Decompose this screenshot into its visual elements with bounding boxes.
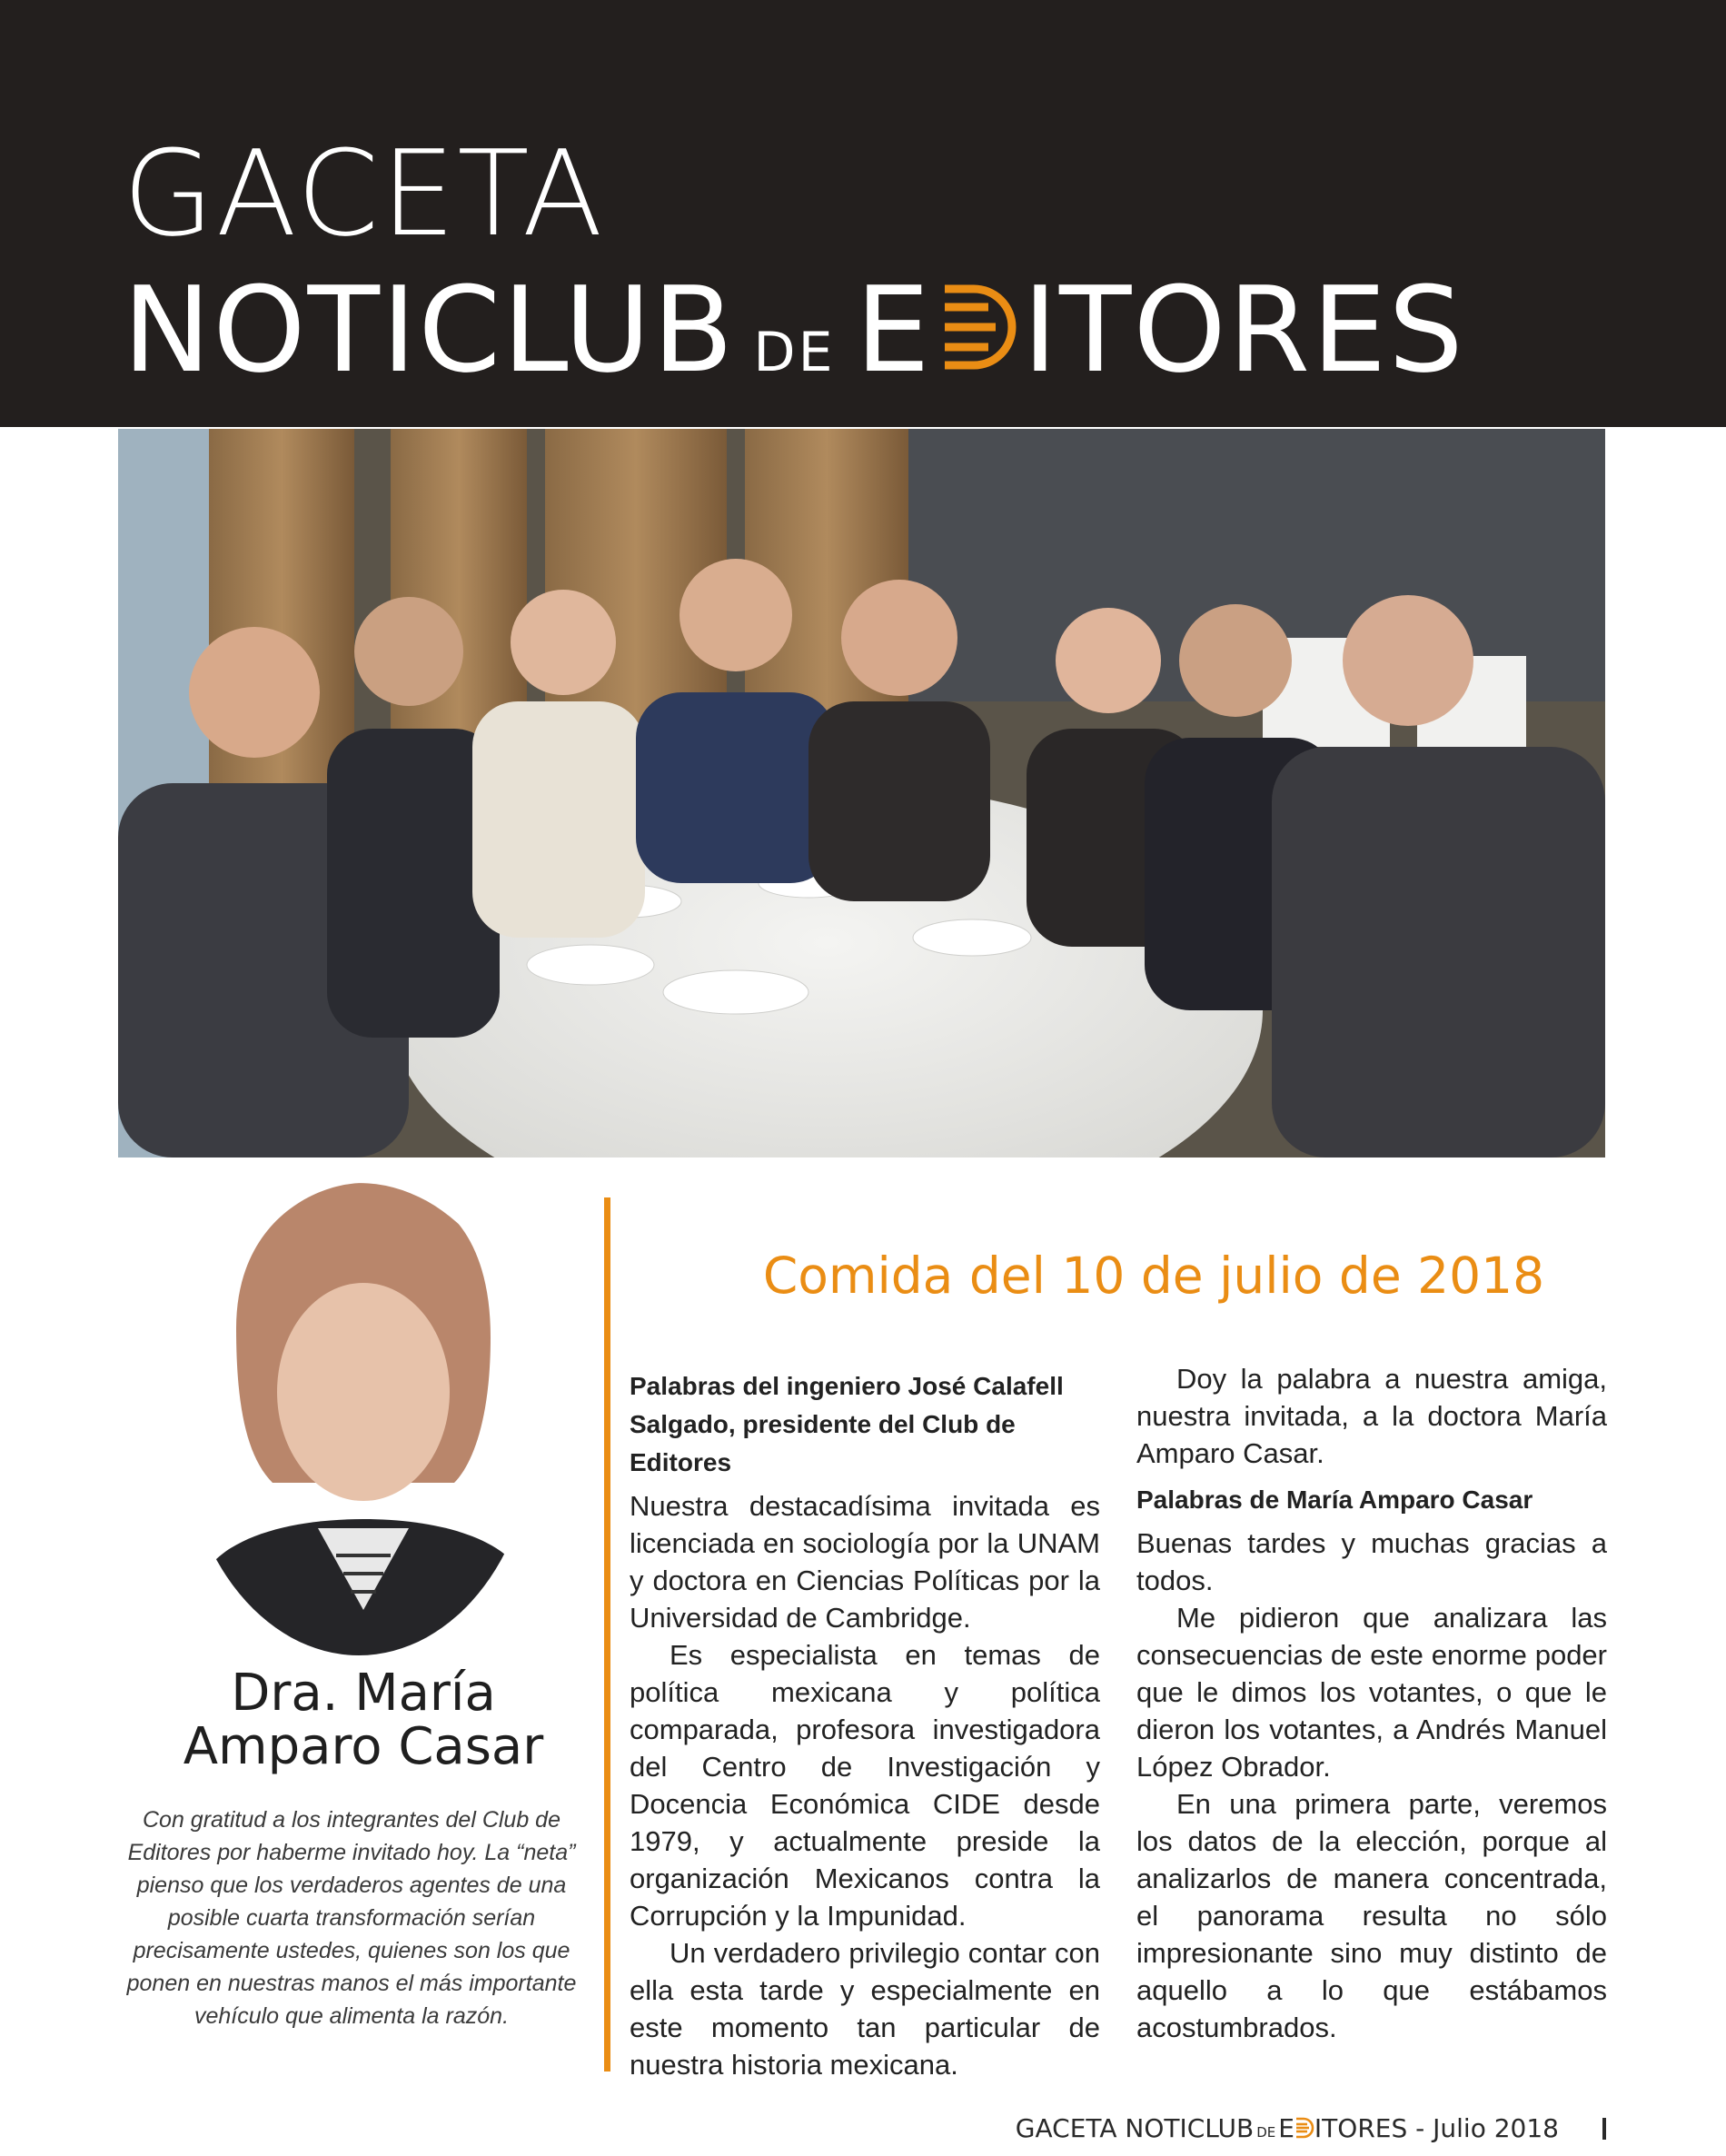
masthead-de-text: DE xyxy=(753,321,836,384)
left-paragraph-1: Nuestra destacadísima invitada es licenciada en sociología por la UNAM y doctora en Ciencias Políticas por la Universidad de Cambridge. xyxy=(630,1490,1100,1634)
left-paragraph-3: Un verdadero privilegio contar con ella esta tarde y especialmente en este momento tan particular de nuestra historia mexicana. xyxy=(630,1937,1100,2081)
masthead-title-noticlub xyxy=(123,261,1465,399)
editores-logo-d-icon xyxy=(932,271,1023,389)
page-footer xyxy=(1016,2113,1606,2145)
footer-page-marker xyxy=(1602,2118,1606,2140)
profile-caption: Con gratitud a los integrantes del Club de Editores por haberme invitado hoy. La “neta” pienso que los verdaderos agentes de una posible cuarta transformación serían precisamente ustedes, quienes son los que ponen en nuestras manos el más importante vehículo que alimenta la razón. xyxy=(126,1807,577,2029)
orange-divider xyxy=(604,1197,610,2072)
masthead xyxy=(0,0,1726,427)
right-subheading: Palabras de María Amparo Casar xyxy=(1136,1485,1533,1514)
group-dinner-photo xyxy=(118,429,1605,1157)
footer-de: DE xyxy=(1256,2124,1276,2141)
footer-title-a: GACETA NOTICLUB xyxy=(1015,2113,1255,2143)
masthead-title-gaceta: GACETA xyxy=(123,124,605,263)
profile-name-line1: Dra. María xyxy=(231,1664,496,1723)
left-paragraph-2: Es especialista en temas de política mexicana y política comparada, profesora investigadora del Centro de Investigación y Docencia Económica CIDE desde 1979, y actualmente preside la organización Mexicanos contra la Corrupción y la Impunidad. xyxy=(630,1639,1100,1932)
masthead-noticlub-text: NOTICLUB xyxy=(123,261,736,399)
masthead-itores-text: ITORES xyxy=(1022,261,1465,399)
portrait-photo xyxy=(182,1183,536,1655)
masthead-logo-e-text: E xyxy=(855,261,932,399)
profile-name xyxy=(127,1664,600,1776)
article-column-right xyxy=(1136,1360,1607,2046)
left-subheading: Palabras del ingeniero José Calafell Salgado, presidente del Club de Editores xyxy=(630,1372,1064,1476)
right-paragraph-1: Doy la palabra a nuestra amiga, nuestra invitada, a la doctora María Amparo Casar. xyxy=(1136,1363,1607,1469)
right-paragraph-3: Me pidieron que analizara las consecuencias de este enorme poder que le dimos los votantes, o que le dieron los votantes, a Andrés Manuel López Obrador. xyxy=(1136,1602,1607,1783)
footer-title-b: ITORES - Julio 2018 xyxy=(1314,2113,1559,2143)
article-headline: Comida del 10 de julio de 2018 xyxy=(762,1247,1545,1305)
right-paragraph-2: Buenas tardes y muchas gracias a todos. xyxy=(1136,1527,1607,1596)
footer-logo-d-icon xyxy=(1294,2115,1314,2145)
profile-name-line2: Amparo Casar xyxy=(183,1716,544,1776)
right-paragraph-4: En una primera parte, veremos los datos de la elección, porque al analizarlos de manera concentrada, el panorama resulta no sólo impresionante sino muy distinto de aquello a lo que estábamos acostumbrados. xyxy=(1136,1788,1607,2043)
article-column-left xyxy=(630,1367,1100,2083)
footer-logo-e: E xyxy=(1278,2113,1294,2143)
